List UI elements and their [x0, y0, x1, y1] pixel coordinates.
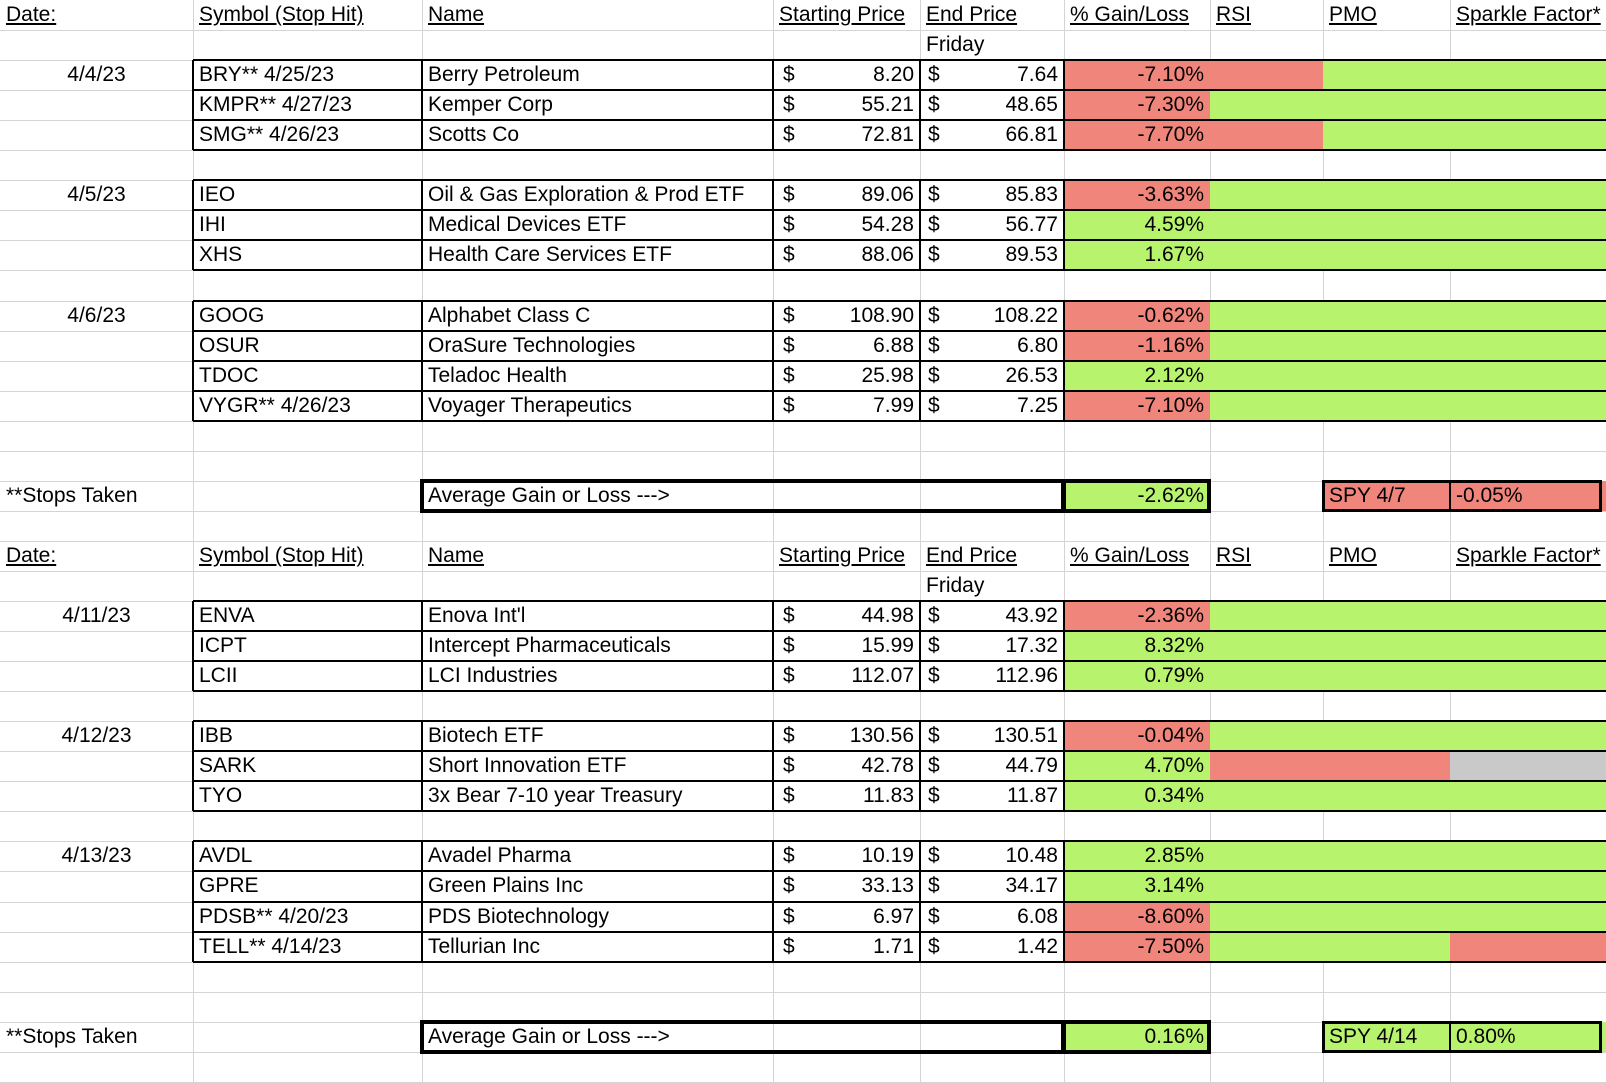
currency-symbol: $ [783, 844, 795, 867]
currency-symbol: $ [783, 905, 795, 928]
column-border [421, 60, 423, 150]
sparkle-indicator [1450, 751, 1606, 781]
pmo-indicator [1323, 60, 1450, 90]
currency-symbol: $ [783, 935, 795, 958]
row-border [193, 690, 1606, 692]
currency-symbol: $ [783, 634, 795, 657]
symbol-cell[interactable]: LCII [199, 664, 238, 687]
rsi-indicator [1210, 781, 1323, 811]
name-cell[interactable]: Intercept Pharmaceuticals [428, 634, 671, 657]
row-border [193, 89, 1606, 91]
pmo-indicator [1323, 391, 1450, 421]
pmo-indicator [1323, 932, 1450, 962]
rsi-indicator [1210, 210, 1323, 240]
symbol-cell[interactable]: GPRE [199, 874, 259, 897]
sparkle-indicator [1450, 781, 1606, 811]
end-price-cell[interactable]: 11.87 [1007, 784, 1058, 807]
header-symbol[interactable]: Symbol (Stop Hit) [199, 3, 364, 26]
pct-cell[interactable]: -7.70% [1137, 123, 1204, 146]
column-border [1063, 601, 1065, 691]
column-border [1063, 60, 1065, 150]
start-price-cell[interactable]: 6.88 [873, 334, 914, 357]
currency-symbol: $ [928, 935, 940, 958]
start-price-cell[interactable]: 33.13 [861, 874, 914, 897]
start-price-cell[interactable]: 54.28 [861, 213, 914, 236]
pct-cell[interactable]: -7.30% [1137, 93, 1204, 116]
currency-symbol: $ [783, 664, 795, 687]
column-border [421, 841, 423, 962]
symbol-cell[interactable]: SMG** 4/26/23 [199, 123, 340, 146]
column-border [421, 721, 423, 811]
header-end[interactable]: End Price [926, 3, 1018, 26]
rsi-indicator [1210, 932, 1323, 962]
header-start[interactable]: Starting Price [779, 544, 906, 567]
currency-symbol: $ [783, 334, 795, 357]
spy-value[interactable]: -0.05% [1456, 484, 1523, 507]
pmo-indicator [1323, 180, 1450, 210]
sparkle-indicator [1450, 871, 1606, 902]
name-cell[interactable]: Teladoc Health [428, 364, 567, 387]
header-date[interactable]: Date: [6, 544, 57, 567]
symbol-cell[interactable]: KMPR** 4/27/23 [199, 93, 352, 116]
rsi-indicator [1210, 361, 1323, 391]
end-price-cell[interactable]: 44.79 [1005, 754, 1058, 777]
symbol-cell[interactable]: ENVA [199, 604, 255, 627]
symbol-cell[interactable]: TDOC [199, 364, 259, 387]
currency-symbol: $ [783, 93, 795, 116]
column-border [421, 301, 423, 421]
header-name[interactable]: Name [428, 544, 485, 567]
end-price-cell[interactable]: 66.81 [1005, 123, 1058, 146]
currency-symbol: $ [928, 784, 940, 807]
date-cell[interactable]: 4/5/23 [67, 183, 126, 206]
currency-symbol: $ [928, 334, 940, 357]
currency-symbol: $ [928, 243, 940, 266]
sparkle-indicator [1450, 240, 1606, 270]
average-value[interactable]: -2.62% [1137, 484, 1204, 507]
end-price-cell[interactable]: 85.83 [1005, 183, 1058, 206]
end-price-cell[interactable]: 1.42 [1017, 935, 1058, 958]
currency-symbol: $ [928, 304, 940, 327]
sparkle-indicator [1450, 661, 1606, 691]
header-sparkle[interactable]: Sparkle Factor* [1456, 3, 1601, 26]
pmo-indicator [1323, 361, 1450, 391]
row-border [193, 600, 1606, 602]
rsi-indicator [1210, 391, 1323, 421]
header-end[interactable]: End Price [926, 544, 1018, 567]
pmo-indicator [1323, 902, 1450, 932]
date-cell[interactable]: 4/11/23 [62, 604, 131, 627]
date-cell[interactable]: 4/12/23 [61, 724, 132, 747]
symbol-cell[interactable]: TELL** 4/14/23 [199, 935, 342, 958]
header-pmo[interactable]: PMO [1329, 544, 1377, 567]
row-border [193, 59, 1606, 61]
rsi-indicator [1210, 60, 1323, 90]
name-cell[interactable]: Oil & Gas Exploration & Prod ETF [428, 183, 745, 206]
pct-cell[interactable]: 0.79% [1144, 664, 1204, 687]
sparkle-indicator [1450, 391, 1606, 421]
name-cell[interactable]: Medical Devices ETF [428, 213, 627, 236]
currency-symbol: $ [783, 364, 795, 387]
column-border [919, 721, 921, 811]
row-gridline [0, 992, 1606, 993]
header-end-friday[interactable]: Friday [926, 574, 985, 597]
pmo-indicator [1323, 210, 1450, 240]
currency-symbol: $ [783, 63, 795, 86]
column-border [421, 601, 423, 691]
pmo-indicator [1323, 240, 1450, 270]
column-border [772, 721, 774, 811]
pmo-indicator [1323, 841, 1450, 871]
currency-symbol: $ [928, 634, 940, 657]
row-border [193, 390, 1606, 392]
end-price-cell[interactable]: 112.96 [995, 664, 1058, 687]
row-gridline [0, 571, 1606, 572]
symbol-cell[interactable]: ICPT [199, 634, 247, 657]
average-label[interactable]: Average Gain or Loss ---> [428, 1025, 670, 1048]
name-cell[interactable]: Scotts Co [428, 123, 520, 146]
start-price-cell[interactable]: 112.07 [851, 664, 914, 687]
currency-symbol: $ [783, 183, 795, 206]
pct-cell[interactable]: -7.10% [1137, 394, 1204, 417]
symbol-cell[interactable]: SARK [199, 754, 257, 777]
pmo-indicator [1323, 721, 1450, 751]
date-cell[interactable]: 4/6/23 [67, 304, 126, 327]
name-cell[interactable]: Alphabet Class C [428, 304, 591, 327]
end-price-cell[interactable]: 34.17 [1005, 874, 1058, 897]
date-cell[interactable]: 4/13/23 [61, 844, 132, 867]
row-border [193, 931, 1606, 933]
pmo-indicator [1323, 331, 1450, 361]
header-pct[interactable]: % Gain/Loss [1070, 544, 1190, 567]
end-price-cell[interactable]: 6.80 [1017, 334, 1058, 357]
currency-symbol: $ [783, 754, 795, 777]
currency-symbol: $ [928, 754, 940, 777]
pct-cell[interactable]: 2.12% [1144, 364, 1204, 387]
sparkle-indicator [1450, 301, 1606, 331]
currency-symbol: $ [928, 364, 940, 387]
row-border [193, 300, 1606, 302]
row-border [193, 720, 1606, 722]
end-price-cell[interactable]: 7.64 [1017, 63, 1058, 86]
column-border [772, 601, 774, 691]
pmo-indicator [1323, 751, 1450, 781]
end-price-cell[interactable]: 48.65 [1005, 93, 1058, 116]
pct-cell[interactable]: 3.14% [1144, 874, 1204, 897]
name-cell[interactable]: Berry Petroleum [428, 63, 580, 86]
symbol-cell[interactable]: GOOG [199, 304, 265, 327]
rsi-indicator [1210, 120, 1323, 150]
currency-symbol: $ [783, 724, 795, 747]
pct-cell[interactable]: -0.04% [1137, 724, 1204, 747]
currency-symbol: $ [783, 304, 795, 327]
column-border [772, 841, 774, 962]
currency-symbol: $ [928, 63, 940, 86]
row-border [193, 239, 1606, 241]
row-border [193, 360, 1606, 362]
sparkle-indicator [1450, 60, 1606, 90]
column-border [421, 180, 423, 270]
currency-symbol: $ [928, 905, 940, 928]
spy-label[interactable]: SPY 4/7 [1329, 484, 1406, 507]
header-symbol[interactable]: Symbol (Stop Hit) [199, 544, 364, 567]
start-price-cell[interactable]: 72.81 [861, 123, 914, 146]
pmo-indicator [1323, 631, 1450, 661]
currency-symbol: $ [783, 213, 795, 236]
column-border [1063, 721, 1065, 811]
sparkle-indicator [1450, 361, 1606, 391]
sparkle-indicator [1450, 902, 1606, 932]
start-price-cell[interactable]: 108.90 [849, 304, 914, 327]
pct-cell[interactable]: 4.70% [1144, 754, 1204, 777]
header-name[interactable]: Name [428, 3, 485, 26]
rsi-indicator [1210, 721, 1323, 751]
column-border [192, 601, 194, 691]
currency-symbol: $ [928, 93, 940, 116]
name-cell[interactable]: Health Care Services ETF [428, 243, 672, 266]
start-price-cell[interactable]: 25.98 [861, 364, 914, 387]
header-start[interactable]: Starting Price [779, 3, 906, 26]
column-border [192, 301, 194, 421]
end-price-cell[interactable]: 108.22 [993, 304, 1058, 327]
column-border [192, 841, 194, 962]
row-gridline [0, 451, 1606, 452]
currency-symbol: $ [928, 123, 940, 146]
rsi-indicator [1210, 871, 1323, 902]
end-price-cell[interactable]: 43.92 [1005, 604, 1058, 627]
pmo-indicator [1323, 661, 1450, 691]
pct-cell[interactable]: -8.60% [1137, 905, 1204, 928]
pmo-indicator [1323, 90, 1450, 120]
currency-symbol: $ [783, 394, 795, 417]
end-price-cell[interactable]: 89.53 [1005, 243, 1058, 266]
symbol-cell[interactable]: PDSB** 4/20/23 [199, 905, 349, 928]
start-price-cell[interactable]: 42.78 [861, 754, 914, 777]
sparkle-indicator [1450, 180, 1606, 210]
pct-cell[interactable]: -2.36% [1137, 604, 1204, 627]
column-border [919, 180, 921, 270]
name-cell[interactable]: Avadel Pharma [428, 844, 572, 867]
row-border [193, 961, 1606, 963]
rsi-indicator [1210, 180, 1323, 210]
rsi-indicator [1210, 331, 1323, 361]
header-sparkle[interactable]: Sparkle Factor* [1456, 544, 1601, 567]
column-border [1063, 301, 1065, 421]
row-border [193, 119, 1606, 121]
row-border [193, 330, 1606, 332]
rsi-indicator [1210, 240, 1323, 270]
sparkle-indicator [1450, 90, 1606, 120]
column-border [919, 301, 921, 421]
sparkle-indicator [1450, 120, 1606, 150]
row-border [193, 149, 1606, 151]
spy-label[interactable]: SPY 4/14 [1329, 1025, 1418, 1048]
sparkle-indicator [1450, 331, 1606, 361]
header-end-friday[interactable]: Friday [926, 33, 985, 56]
header-rsi[interactable]: RSI [1216, 3, 1252, 26]
sparkle-indicator [1450, 721, 1606, 751]
row-border [193, 901, 1606, 903]
name-cell[interactable]: Voyager Therapeutics [428, 394, 632, 417]
date-cell[interactable]: 4/4/23 [67, 63, 126, 86]
currency-symbol: $ [928, 874, 940, 897]
pct-cell[interactable]: 2.85% [1144, 844, 1204, 867]
name-cell[interactable]: Enova Int'l [428, 604, 526, 627]
name-cell[interactable]: Short Innovation ETF [428, 754, 627, 777]
column-border [192, 721, 194, 811]
name-cell[interactable]: 3x Bear 7-10 year Treasury [428, 784, 683, 807]
pct-cell[interactable]: 8.32% [1144, 634, 1204, 657]
start-price-cell[interactable]: 1.71 [873, 935, 914, 958]
start-price-cell[interactable]: 89.06 [861, 183, 914, 206]
start-price-cell[interactable]: 15.99 [861, 634, 914, 657]
row-border [193, 750, 1606, 752]
start-price-cell[interactable]: 7.99 [873, 394, 914, 417]
currency-symbol: $ [928, 604, 940, 627]
sparkle-indicator [1450, 841, 1606, 871]
currency-symbol: $ [928, 844, 940, 867]
column-border [772, 301, 774, 421]
pct-cell[interactable]: 4.59% [1144, 213, 1204, 236]
column-border [1063, 841, 1065, 962]
start-price-cell[interactable]: 10.19 [861, 844, 914, 867]
name-cell[interactable]: Kemper Corp [428, 93, 553, 116]
rsi-indicator [1210, 601, 1323, 631]
sparkle-indicator [1450, 631, 1606, 661]
start-price-cell[interactable]: 8.20 [873, 63, 914, 86]
currency-symbol: $ [928, 183, 940, 206]
sparkle-indicator [1450, 210, 1606, 240]
stops-taken-note[interactable]: **Stops Taken [6, 1025, 138, 1048]
currency-symbol: $ [928, 724, 940, 747]
column-border [772, 60, 774, 150]
currency-symbol: $ [783, 123, 795, 146]
symbol-cell[interactable]: VYGR** 4/26/23 [199, 394, 351, 417]
end-price-cell[interactable]: 7.25 [1017, 394, 1058, 417]
symbol-cell[interactable]: IEO [199, 183, 236, 206]
pct-cell[interactable]: -0.62% [1137, 304, 1204, 327]
end-price-cell[interactable]: 10.48 [1005, 844, 1058, 867]
pct-cell[interactable]: 1.67% [1144, 243, 1204, 266]
currency-symbol: $ [783, 604, 795, 627]
stops-taken-note[interactable]: **Stops Taken [6, 484, 138, 507]
column-border [772, 180, 774, 270]
row-border [193, 870, 1606, 872]
average-label[interactable]: Average Gain or Loss ---> [428, 484, 670, 507]
rsi-indicator [1210, 841, 1323, 871]
column-border [192, 180, 194, 270]
currency-symbol: $ [928, 213, 940, 236]
name-cell[interactable]: LCI Industries [428, 664, 558, 687]
pct-cell[interactable]: -7.50% [1137, 935, 1204, 958]
average-value[interactable]: 0.16% [1144, 1025, 1204, 1048]
name-cell[interactable]: OraSure Technologies [428, 334, 636, 357]
symbol-cell[interactable]: TYO [199, 784, 243, 807]
spy-value[interactable]: 0.80% [1456, 1025, 1516, 1048]
row-border [193, 209, 1606, 211]
symbol-cell[interactable]: AVDL [199, 844, 253, 867]
row-border [193, 269, 1606, 271]
rsi-indicator [1210, 661, 1323, 691]
pmo-indicator [1323, 601, 1450, 631]
symbol-cell[interactable]: XHS [199, 243, 243, 266]
end-price-cell[interactable]: 56.77 [1005, 213, 1058, 236]
currency-symbol: $ [783, 784, 795, 807]
start-price-cell[interactable]: 44.98 [861, 604, 914, 627]
symbol-cell[interactable]: IHI [199, 213, 226, 236]
start-price-cell[interactable]: 6.97 [873, 905, 914, 928]
end-price-cell[interactable]: 6.08 [1017, 905, 1058, 928]
row-border [193, 810, 1606, 812]
currency-symbol: $ [928, 394, 940, 417]
column-border [1063, 180, 1065, 270]
row-border [193, 660, 1606, 662]
column-border [919, 601, 921, 691]
currency-symbol: $ [928, 664, 940, 687]
symbol-cell[interactable]: IBB [199, 724, 233, 747]
pct-cell[interactable]: -3.63% [1137, 183, 1204, 206]
rsi-indicator [1210, 631, 1323, 661]
pmo-indicator [1323, 781, 1450, 811]
end-price-cell[interactable]: 130.51 [993, 724, 1058, 747]
rsi-indicator [1210, 902, 1323, 932]
symbol-cell[interactable]: BRY** 4/25/23 [199, 63, 335, 86]
header-pmo[interactable]: PMO [1329, 3, 1377, 26]
row-border [193, 179, 1606, 181]
row-border [193, 420, 1606, 422]
column-border [192, 60, 194, 150]
currency-symbol: $ [783, 874, 795, 897]
row-gridline [0, 30, 1606, 31]
currency-symbol: $ [783, 243, 795, 266]
pct-cell[interactable]: -7.10% [1137, 63, 1204, 86]
pmo-indicator [1323, 301, 1450, 331]
column-border [919, 60, 921, 150]
pct-cell[interactable]: -1.16% [1137, 334, 1204, 357]
name-cell[interactable]: Tellurian Inc [428, 935, 541, 958]
header-rsi[interactable]: RSI [1216, 544, 1252, 567]
rsi-indicator [1210, 751, 1323, 781]
sparkle-indicator [1450, 601, 1606, 631]
pct-cell[interactable]: 0.34% [1144, 784, 1204, 807]
rsi-indicator [1210, 301, 1323, 331]
column-border [919, 841, 921, 962]
row-border [193, 780, 1606, 782]
start-price-cell[interactable]: 88.06 [861, 243, 914, 266]
name-cell[interactable]: Green Plains Inc [428, 874, 584, 897]
end-price-cell[interactable]: 17.32 [1005, 634, 1058, 657]
header-pct[interactable]: % Gain/Loss [1070, 3, 1190, 26]
start-price-cell[interactable]: 130.56 [849, 724, 914, 747]
start-price-cell[interactable]: 55.21 [861, 93, 914, 116]
sparkle-indicator [1450, 932, 1606, 962]
pmo-indicator [1323, 871, 1450, 902]
symbol-cell[interactable]: OSUR [199, 334, 260, 357]
row-border [193, 840, 1606, 842]
end-price-cell[interactable]: 26.53 [1005, 364, 1058, 387]
name-cell[interactable]: PDS Biotechnology [428, 905, 609, 928]
name-cell[interactable]: Biotech ETF [428, 724, 544, 747]
rsi-indicator [1210, 90, 1323, 120]
start-price-cell[interactable]: 11.83 [863, 784, 914, 807]
pmo-indicator [1323, 120, 1450, 150]
row-border [193, 630, 1606, 632]
header-date[interactable]: Date: [6, 3, 57, 26]
